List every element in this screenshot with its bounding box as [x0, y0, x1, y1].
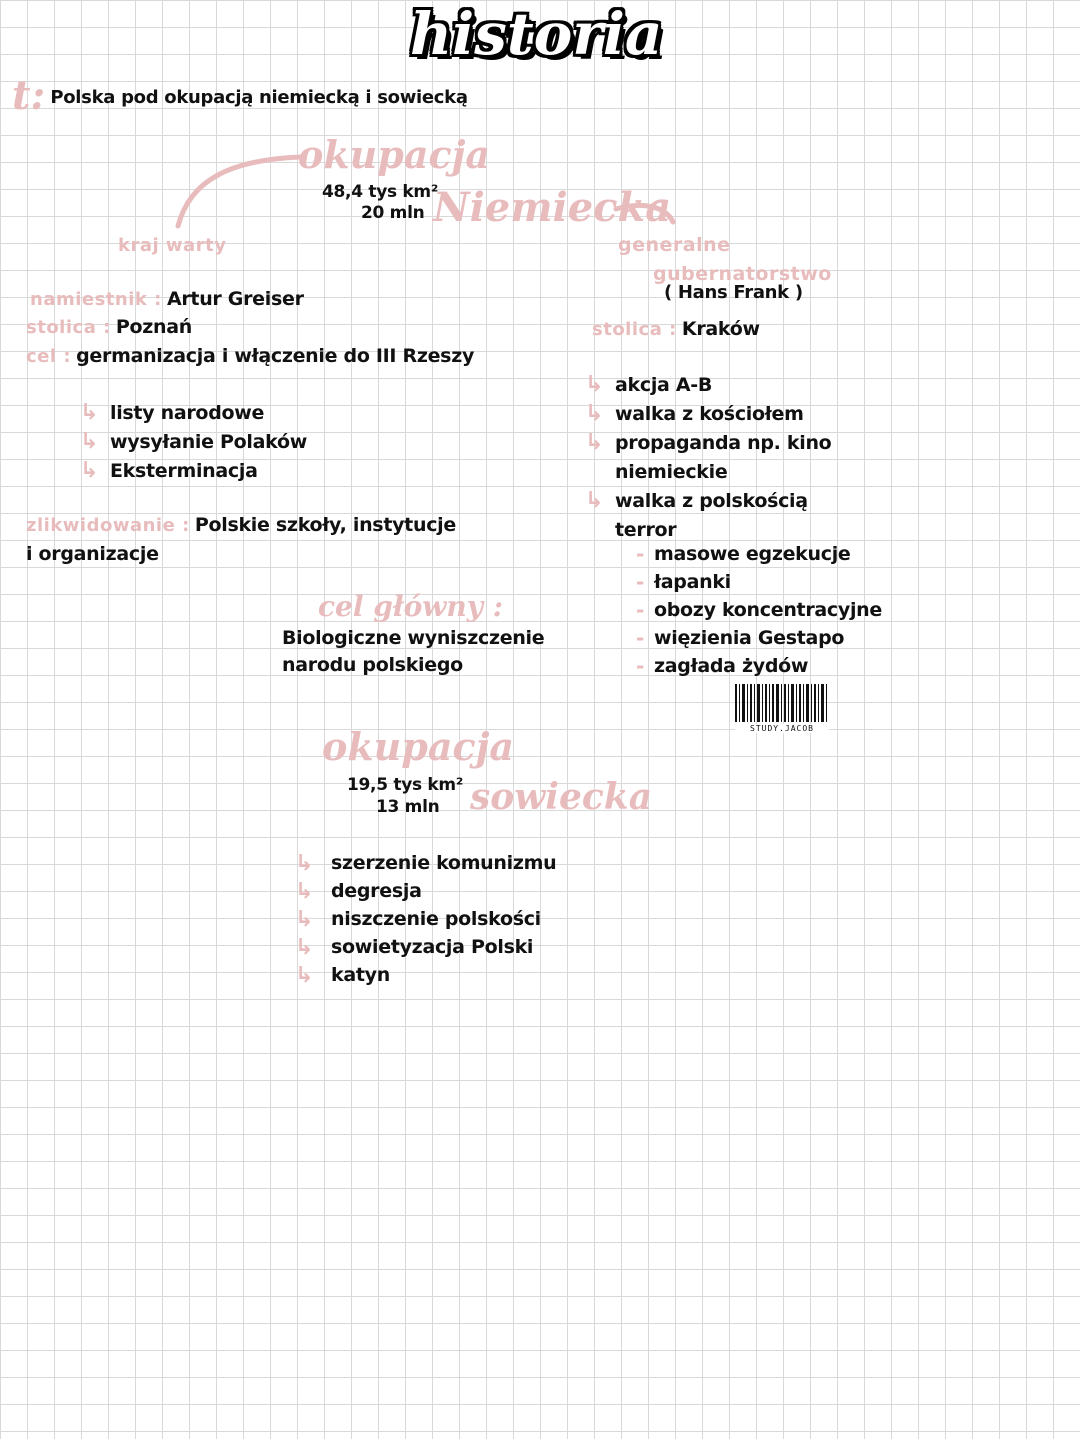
arrow-icon: ↳ — [80, 458, 99, 483]
field-label: cel : — [26, 346, 72, 367]
watermark-text: STUDY.JACOB — [735, 724, 829, 733]
arrow-icon: ↳ — [295, 962, 314, 988]
main-goal-line-1: Biologiczne wyniszczenie — [282, 627, 545, 649]
barcode-watermark — [735, 684, 829, 733]
field-cel — [26, 345, 474, 367]
arrow-icon: ↳ — [295, 850, 314, 876]
arrow-icon: ↳ — [295, 878, 314, 904]
list-item: ↳ walka z polskością — [585, 488, 808, 513]
field-label: namiestnik : — [30, 289, 162, 310]
soviet-population: 13 mln — [376, 797, 440, 817]
barcode-icon — [735, 684, 829, 724]
page-title: historia — [410, 0, 663, 68]
arrow-icon: ↳ — [295, 934, 314, 960]
dash-icon: - — [636, 570, 645, 594]
arrow-icon: ↳ — [585, 401, 604, 426]
soviet-heading-bottom: sowiecka — [470, 776, 653, 818]
topic-line — [12, 72, 468, 119]
field-label: stolica : — [592, 319, 677, 340]
list-item: ↳ niszczenie polskości — [295, 906, 541, 932]
removed-label: zlikwidowanie : — [26, 515, 190, 536]
german-heading-top: okupacja — [298, 132, 491, 177]
soviet-list — [295, 849, 556, 989]
list-item: ↳ szerzenie komunizmu — [295, 850, 557, 876]
list-item: ↳ katyn — [295, 962, 390, 988]
arrow-icon: ↳ — [80, 400, 99, 425]
gg-list — [585, 370, 831, 544]
arrow-icon: ↳ — [585, 430, 604, 455]
dash-icon: - — [636, 598, 645, 622]
list-item: ↳ wysyłanie Polaków — [80, 429, 307, 454]
gg-governor: ( Hans Frank ) — [664, 282, 803, 303]
main-goal-label: cel główny : — [318, 590, 504, 623]
removed-line — [26, 514, 456, 536]
field-value: Artur Greiser — [166, 288, 304, 310]
arrow-icon: ↳ — [80, 429, 99, 454]
list-item: - więzienia Gestapo — [636, 626, 845, 650]
gg-capital — [592, 318, 760, 340]
field-value: germanizacja i włączenie do III Rzeszy — [76, 345, 475, 367]
field-namiestnik — [30, 288, 304, 310]
terror-list — [636, 540, 882, 680]
list-item: ↳ degresja — [295, 878, 422, 904]
field-label: stolica : — [26, 317, 111, 338]
gg-title-1: generalne — [618, 234, 731, 256]
dash-icon: - — [636, 626, 645, 650]
dash-icon: - — [636, 542, 645, 566]
dash-icon: - — [636, 654, 645, 678]
german-population: 20 mln — [361, 203, 425, 223]
list-item: ↳ walka z kościołem — [585, 401, 804, 426]
arrow-icon: ↳ — [295, 906, 314, 932]
soviet-heading-top: okupacja — [322, 724, 515, 769]
list-item: ↳ listy narodowe — [80, 400, 265, 425]
kraj-warty-title: kraj warty — [118, 235, 227, 256]
field-value: Kraków — [681, 318, 760, 340]
topic-text: Polska pod okupacją niemiecką i sowiecką — [50, 87, 468, 108]
list-item-cont: terror — [615, 518, 677, 541]
arrow-icon: ↳ — [585, 488, 604, 513]
gg-title-2: gubernatorstwo — [653, 263, 832, 285]
soviet-area: 19,5 tys km² — [347, 775, 463, 795]
list-item: ↳ sowietyzacja Polski — [295, 934, 534, 960]
german-area: 48,4 tys km² — [322, 182, 438, 202]
removed-value-cont: i organizacje — [26, 543, 159, 565]
list-item: - masowe egzekucje — [636, 542, 851, 566]
list-item: ↳ akcja A-B — [585, 372, 713, 397]
kraj-warty-list — [80, 398, 307, 485]
list-item: - zagłada żydów — [636, 654, 809, 678]
removed-value: Polskie szkoły, instytucje — [194, 514, 456, 536]
list-item: ↳ Eksterminacja — [80, 458, 258, 483]
arrow-icon: ↳ — [585, 372, 604, 397]
list-item-cont: niemieckie — [615, 460, 728, 483]
list-item: - obozy koncentracyjne — [636, 598, 882, 622]
field-stolica — [26, 316, 192, 338]
list-item: - łapanki — [636, 570, 731, 594]
list-item: ↳ propaganda np. kino — [585, 430, 832, 455]
field-value: Poznań — [115, 316, 193, 338]
topic-prefix: t: — [12, 72, 46, 119]
german-heading-bottom: Niemiecka — [433, 184, 672, 231]
main-goal-line-2: narodu polskiego — [282, 654, 463, 676]
